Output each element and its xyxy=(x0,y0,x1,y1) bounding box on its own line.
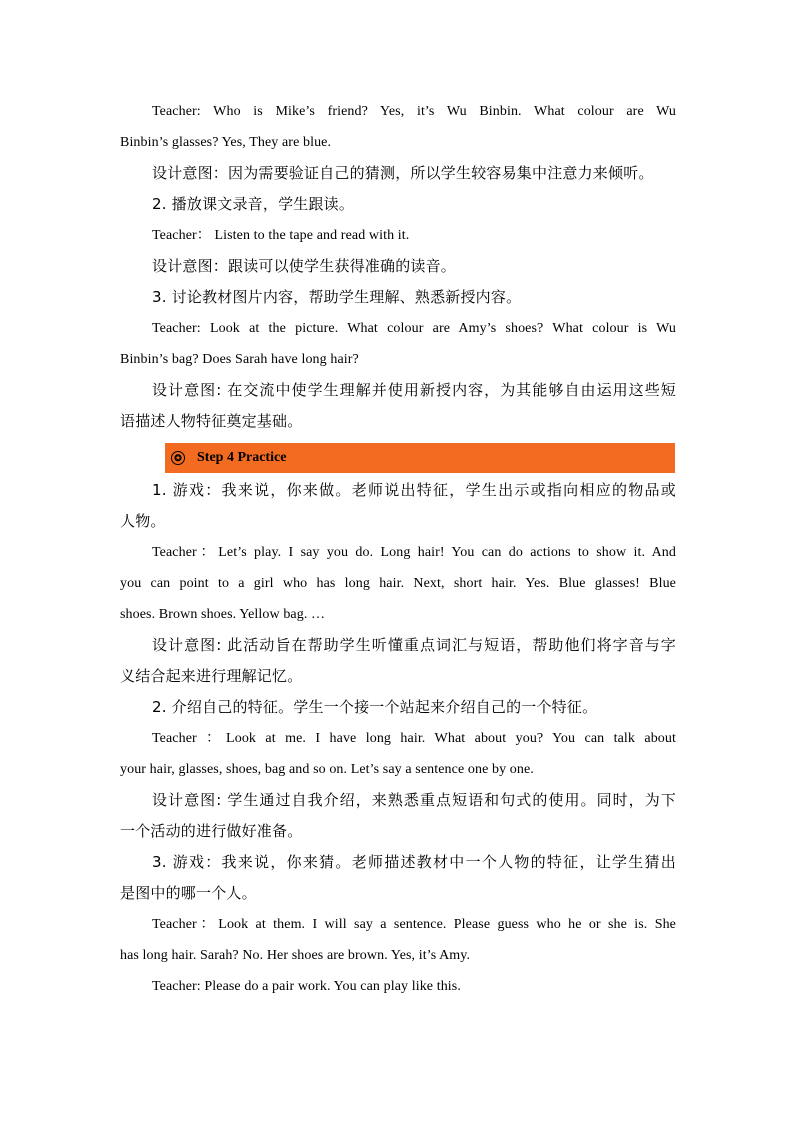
text-line: shoes. Brown shoes. Yellow bag. … xyxy=(120,607,326,622)
text-line: 人物。 xyxy=(120,512,166,530)
text-line: 设计意图: 在交流中使学生理解并使用新授内容，为其能够自由运用这些短 xyxy=(152,381,676,399)
text-line: your hair, glasses, shoes, bag and so on. Let’s say a sentence one by one. xyxy=(120,762,534,777)
text-line: 3. 游戏：我来说，你来猜。老师描述教材中一个人物的特征，让学生猜出 xyxy=(152,853,676,871)
text-line: has long hair. Sarah? No. Her shoes are brown. Yes, it’s Amy. xyxy=(120,948,471,963)
text-line: 设计意图：因为需要验证自己的猜测，所以学生较容易集中注意力来倾听。 xyxy=(152,164,654,182)
text-line: Teacher：Let’s play. I say you do. Long hair! You can do actions to show it. And xyxy=(152,545,676,560)
step-4-content xyxy=(120,475,676,1002)
text-line: Teacher: Look at the picture. What colour are Amy’s shoes? What colour is Wu xyxy=(152,321,676,336)
step-4-title: Step 4 Practice xyxy=(197,450,287,465)
text-line: Teacher：Look at them. I will say a sentence. Please guess who he or she is. She xyxy=(152,917,676,932)
text-line: you can point to a girl who has long hair. Next, short hair. Yes. Blue glasses! Blue xyxy=(120,576,676,591)
text-line: Teacher ：Look at me. I have long hair. What about you? You can talk about xyxy=(152,731,676,746)
text-line: 是图中的哪一个人。 xyxy=(120,884,257,902)
text-line: 语描述人物特征奠定基础。 xyxy=(120,412,303,430)
text-line: 设计意图：跟读可以使学生获得准确的读音。 xyxy=(152,257,457,275)
step-3-content xyxy=(120,96,676,437)
star-circle-icon: ✪ xyxy=(171,451,185,465)
text-line: Teacher： Listen to the tape and read with it. xyxy=(152,228,410,243)
step-4-header xyxy=(165,443,675,473)
lesson-plan-body xyxy=(120,96,676,1002)
text-line: 义结合起来进行理解记忆。 xyxy=(120,667,303,685)
text-line: 1. 游戏：我来说，你来做。老师说出特征，学生出示或指向相应的物品或 xyxy=(152,481,676,499)
text-line: 2. 介绍自己的特征。学生一个接一个站起来介绍自己的一个特征。 xyxy=(152,698,598,716)
text-line: 设计意图: 此活动旨在帮助学生听懂重点词汇与短语，帮助他们将字音与字 xyxy=(152,636,676,654)
text-line: 2. 播放课文录音，学生跟读。 xyxy=(152,195,355,213)
text-line: 3. 讨论教材图片内容，帮助学生理解、熟悉新授内容。 xyxy=(152,288,522,306)
text-line: Teacher: Who is Mike’s friend? Yes, it’s Wu Binbin. What colour are Wu xyxy=(152,104,676,119)
text-line: 一个活动的进行做好准备。 xyxy=(120,822,303,840)
text-line: Teacher: Please do a pair work. You can play like this. xyxy=(152,979,461,994)
text-line: 设计意图: 学生通过自我介绍，来熟悉重点短语和句式的使用。同时，为下 xyxy=(152,791,676,809)
text-line: Binbin’s glasses? Yes, They are blue. xyxy=(120,135,332,150)
text-line: Binbin’s bag? Does Sarah have long hair? xyxy=(120,352,359,367)
